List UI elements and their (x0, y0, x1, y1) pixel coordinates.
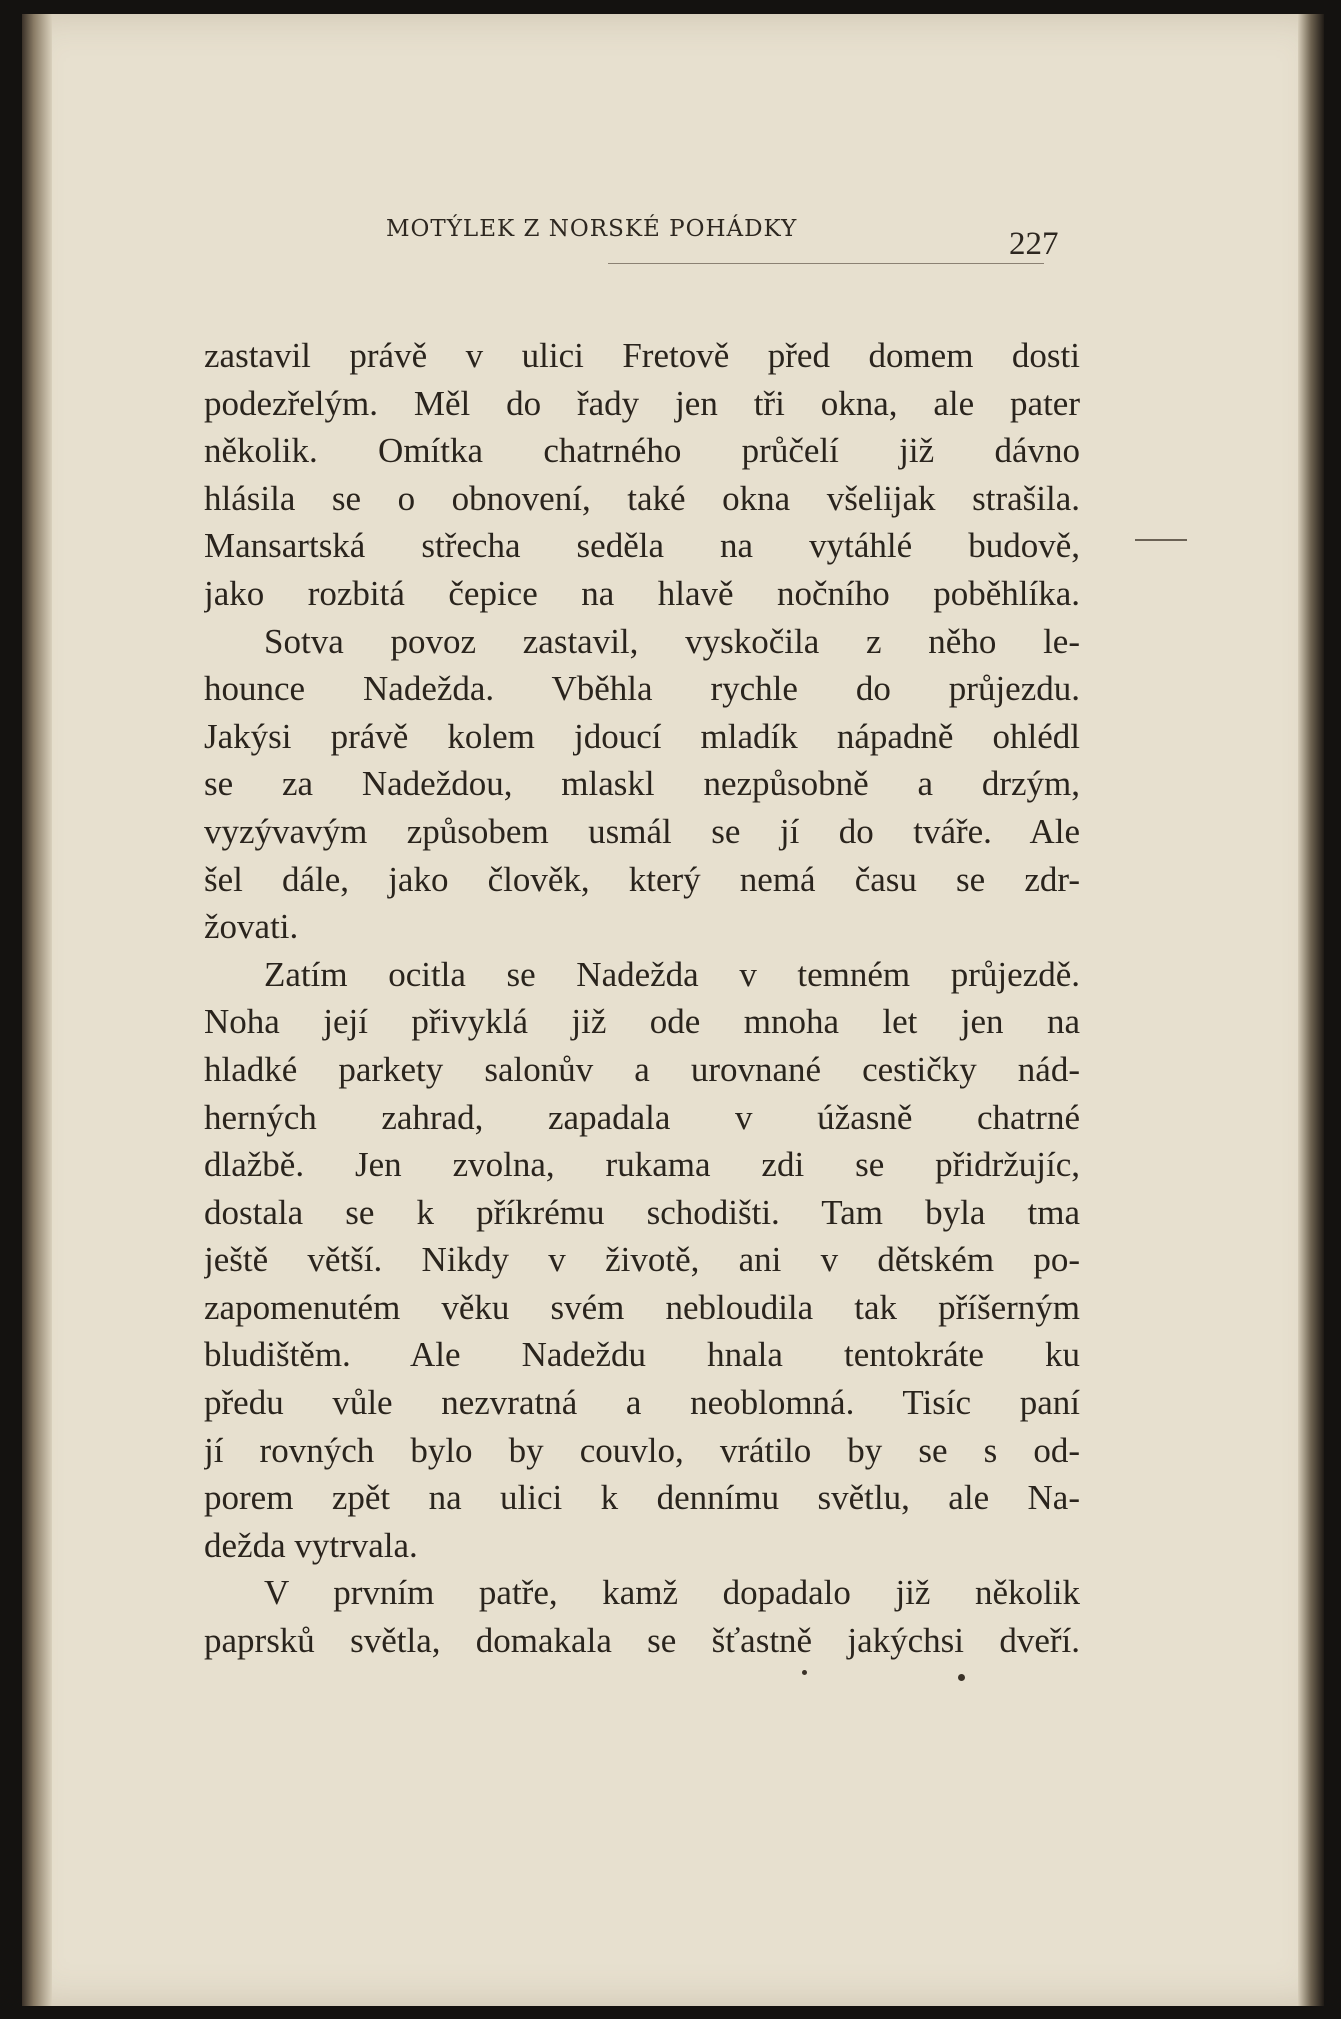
running-head: MOTÝLEK Z NORSKÉ POHÁDKY (386, 216, 798, 242)
text-line: hladké parkety salonův a urovnané cestičky nád- (204, 1049, 1080, 1089)
text-line: zapomenutém věku svém nebloudila tak příšerným (204, 1287, 1080, 1327)
text-line: zastavil právě v ulici Fretově před domem dosti (204, 336, 1080, 375)
text-line: předu vůle nezvratná a neoblomná. Tisíc paní (204, 1383, 1080, 1423)
text-line: hlásila se o obnovení, také okna všelijak strašila. (204, 478, 1080, 518)
text-line: herných zahrad, zapadala v úžasně chatrné (204, 1097, 1080, 1137)
paragraph-start-line: Sotva povoz zastavil, vyskočila z něho le- (264, 621, 1080, 661)
print-speck (958, 1674, 965, 1681)
page-edge-right (1298, 14, 1324, 2006)
text-line: šel dále, jako člověk, který nemá času se zdr- (204, 859, 1080, 899)
body-text (204, 332, 1080, 1665)
text-line: Noha její přivyklá již ode mnoha let jen na (204, 1002, 1080, 1042)
page-number: 227 (1009, 226, 1059, 262)
text-line: Mansartská střecha seděla na vytáhlé budově, (204, 526, 1080, 566)
text-line: podezřelým. Měl do řady jen tři okna, ale pater (204, 383, 1080, 423)
text-line: hounce Nadežda. Vběhla rychle do průjezdu. (204, 669, 1080, 709)
text-line: dostala se k příkrému schodišti. Tam byla tma (204, 1192, 1080, 1232)
text-line: vyzývavým způsobem usmál se jí do tváře. Ale (204, 811, 1080, 851)
text-line: paprsků světla, domakala se šťastně jakýchsi dveří. (204, 1621, 1080, 1661)
page-gutter-left (22, 14, 52, 2006)
paragraph-end-line: žovati. (204, 907, 299, 947)
text-line: dlažbě. Jen zvolna, rukama zdi se přidržujíc, (204, 1145, 1080, 1185)
text-line: několik. Omítka chatrného průčelí již dávno (204, 431, 1080, 471)
text-line: jako rozbitá čepice na hlavě nočního poběhlíka. (204, 573, 1080, 613)
header-rule (608, 263, 1044, 264)
paragraph-start-line: V prvním patře, kamž dopadalo již několik (264, 1573, 1080, 1613)
paragraph-start-line: Zatím ocitla se Nadežda v temném průjezdě. (264, 954, 1080, 994)
text-line: ještě větší. Nikdy v životě, ani v dětském po- (204, 1240, 1080, 1280)
text-line: Jakýsi právě kolem jdoucí mladík nápadně ohlédl (204, 716, 1080, 756)
text-line: jí rovných bylo by couvlo, vrátilo by se s od- (204, 1430, 1080, 1470)
margin-mark (1135, 539, 1187, 541)
print-speck (802, 1670, 807, 1675)
text-line: se za Nadeždou, mlaskl nezpůsobně a drzým, (204, 764, 1080, 804)
paragraph-end-line: dežda vytrvala. (204, 1525, 418, 1565)
book-page (22, 14, 1324, 2006)
text-line: porem zpět na ulici k dennímu světlu, ale Na- (204, 1478, 1080, 1518)
text-line: bludištěm. Ale Nadeždu hnala tentokráte ku (204, 1335, 1080, 1375)
